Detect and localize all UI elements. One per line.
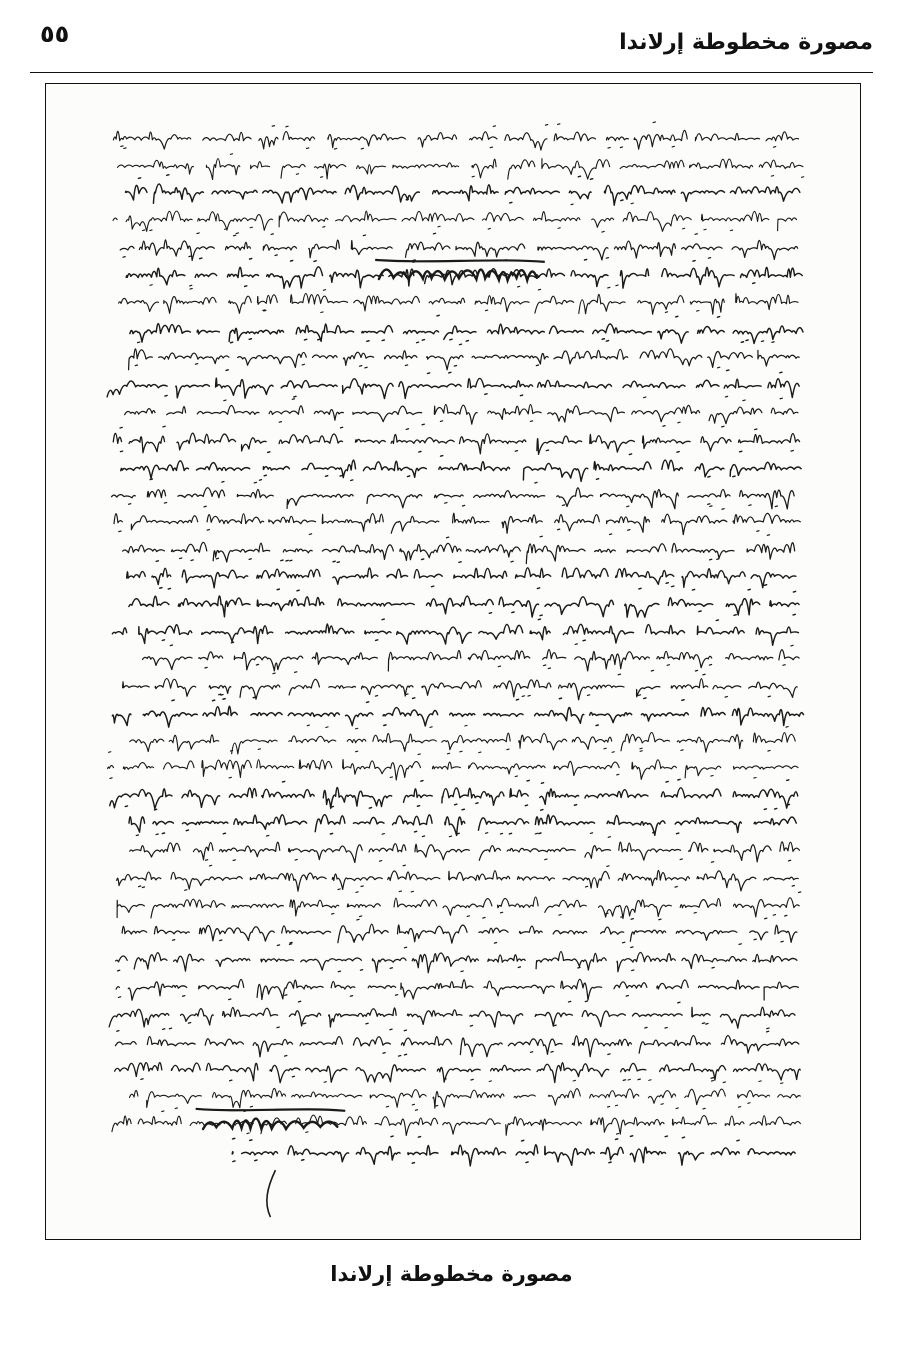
header-rule [30,72,873,73]
manuscript-line [123,534,795,564]
manuscript-line [118,154,804,180]
manuscript-line [117,889,801,919]
manuscript-line [112,697,803,727]
manuscript-line [126,258,802,288]
manuscript-line [129,1079,800,1108]
manuscript-line [125,396,798,424]
manuscript-line [114,505,800,535]
manuscript-line [121,451,801,481]
manuscript-line [130,315,803,343]
manuscript-line [115,1027,798,1057]
running-header-title: مصورة مخطوطة إرلاندا [619,30,873,55]
manuscript-line [109,999,795,1028]
manuscript-line [142,644,799,671]
manuscript-line [130,725,795,754]
manuscript-line [112,480,795,509]
manuscript-line [115,1054,801,1082]
manuscript-line [129,806,796,835]
manuscript-line [112,615,798,645]
manuscript-line [130,833,800,863]
manuscript-line [122,915,797,943]
manuscript-line [113,424,799,454]
manuscript-line [129,341,800,370]
manuscript-line [107,370,799,399]
manuscript-line [119,285,798,314]
manuscript-line [123,670,798,699]
manuscript-line [126,175,800,205]
manuscript-line [117,862,799,892]
manuscript-image [46,84,860,1239]
manuscript-line [129,588,799,618]
manuscript-line [120,231,797,260]
manuscript-highlighted-words [196,260,545,1217]
manuscript-line [113,122,798,150]
page-number: ٥٥ [40,20,70,48]
closing-flourish [267,1170,276,1217]
manuscript-line [113,203,797,231]
manuscript-handwriting [107,122,804,1166]
manuscript-line [116,944,797,973]
manuscript-line [110,779,798,808]
emphasis-overline [196,1109,346,1111]
manuscript-line [127,559,796,588]
footer-caption: مصورة مخطوطة إرلاندا [330,1262,573,1286]
emphasis-overline [375,260,545,262]
manuscript-line [108,750,799,780]
manuscript-line [116,970,798,1000]
manuscript-line [232,1136,795,1166]
manuscript-frame [45,83,861,1240]
